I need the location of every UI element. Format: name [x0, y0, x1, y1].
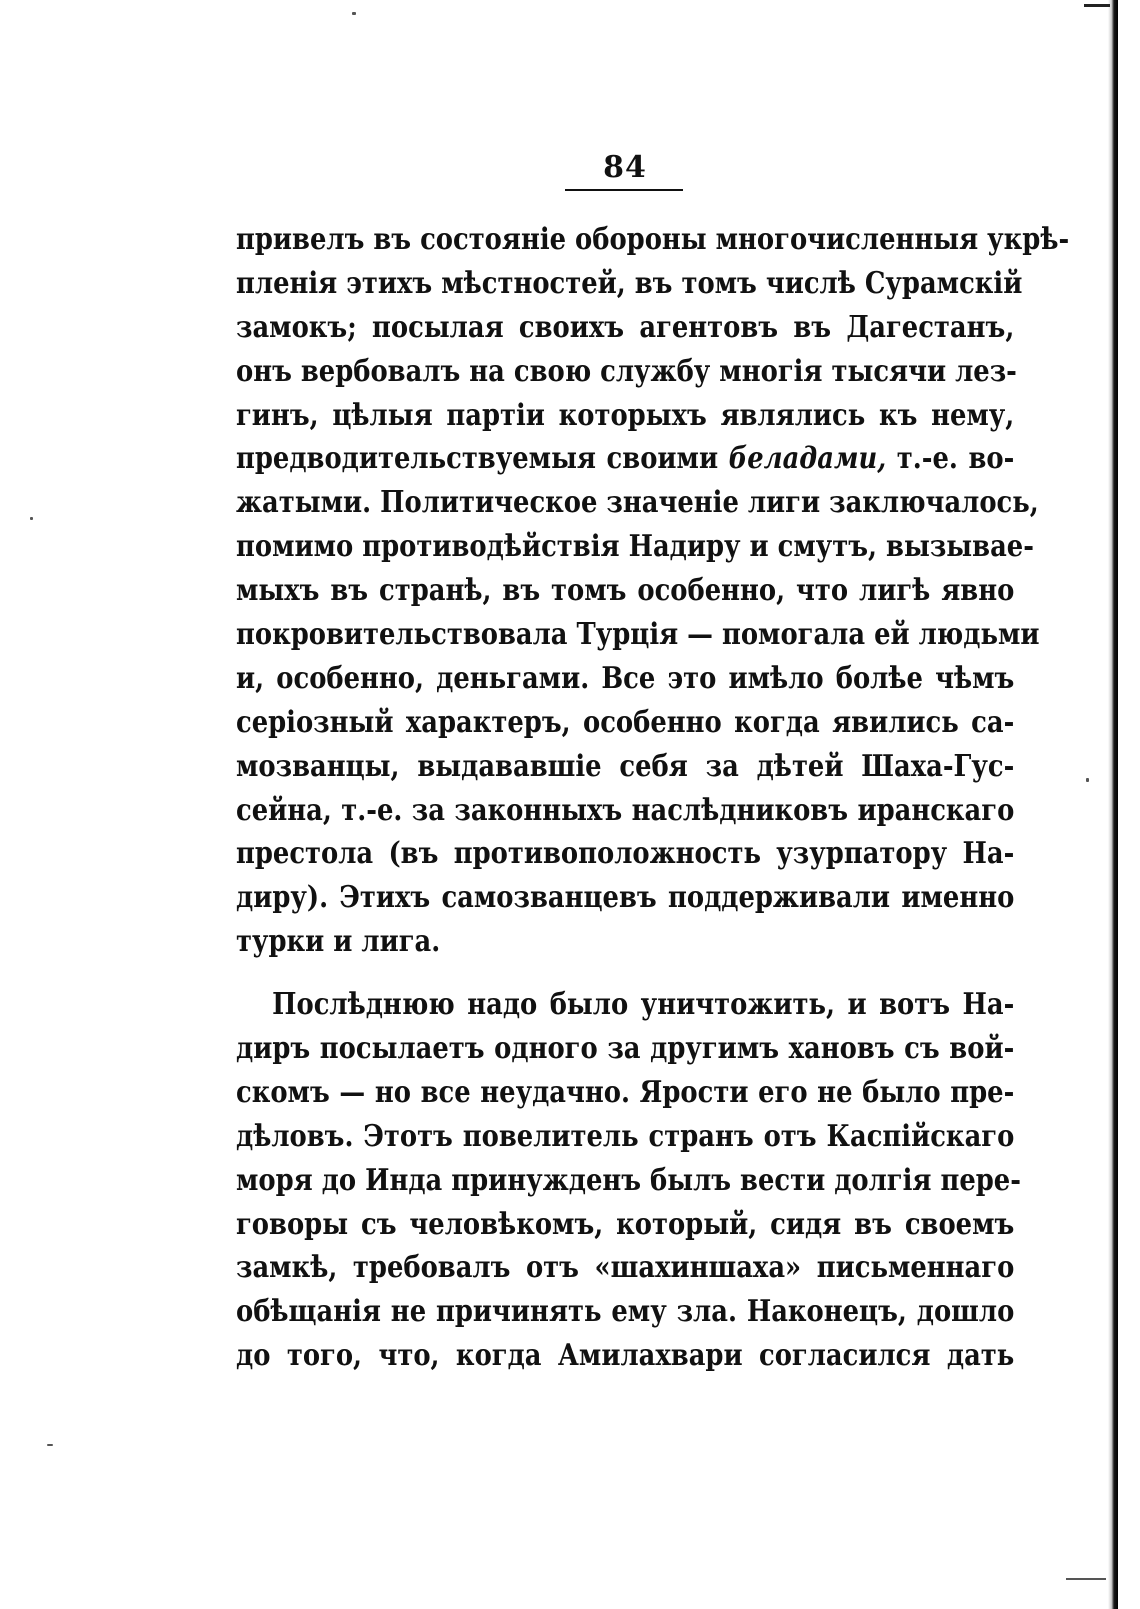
text-line: Послѣднюю надо было уничтожить, и вотъ На-: [272, 987, 1015, 1023]
text-line: помимо противодѣйствія Надиру и смутъ, вызывае-: [236, 529, 1034, 565]
text-line: привелъ въ состояніе обороны многочисленныя укрѣ-: [236, 222, 1070, 257]
text-line: замокъ; посылая своихъ агентовъ въ Дагестанъ,: [236, 309, 1015, 345]
text-run: предводительствуемыя своими: [236, 441, 729, 477]
text-line: говоры съ человѣкомъ, который, сидя въ своемъ: [236, 1206, 1015, 1242]
text-line: мозванцы, выдававшіе себя за дѣтей Шаха-Гус-: [236, 748, 1015, 784]
text-line: дѣловъ. Этотъ повелитель странъ отъ Каспійскаго: [236, 1118, 1015, 1154]
page-number-underline: [565, 189, 683, 191]
page-edge-shadow: [1108, 0, 1118, 1609]
print-speck: [47, 1444, 53, 1446]
text-line: жатыми. Политическое значеніе лиги заключалось,: [236, 485, 1039, 521]
text-line: моря до Инда принужденъ былъ вести долгія пере-: [236, 1162, 1021, 1198]
page-number: 84: [603, 150, 647, 185]
italic-term: беладами,: [728, 441, 887, 477]
print-speck: [352, 12, 356, 15]
text-line: замкѣ, требовалъ отъ «шахиншаха» письменнаго: [236, 1250, 1015, 1286]
print-speck: [1086, 778, 1089, 782]
text-line: обѣщанія не причинять ему зла. Наконецъ, дошло: [236, 1294, 1015, 1330]
edge-mark: [1066, 1578, 1106, 1580]
text-line: престола (въ противоположность узурпатору На-: [236, 836, 1015, 872]
paragraph-1: [236, 218, 1070, 964]
text-line: онъ вербовалъ на свою службу многія тысячи лез-: [236, 353, 1017, 389]
paragraph-2: [236, 983, 1021, 1378]
text-line: мыхъ въ странѣ, въ томъ особенно, что лигѣ явно: [236, 573, 1015, 609]
text-line: пленія этихъ мѣстностей, въ томъ числѣ Сурамскій: [236, 265, 1023, 301]
text-line: скомъ — но все неудачно. Ярости его не было пре-: [236, 1074, 1015, 1110]
body-text: [236, 218, 1070, 1378]
edge-mark: [1084, 4, 1110, 7]
text-line: [236, 437, 1014, 481]
text-line: диръ посылаетъ одного за другимъ хановъ съ вой-: [236, 1031, 1015, 1067]
text-line: покровительствовала Турція — помогала ей людьми: [236, 617, 1040, 653]
text-line: сейна, т.-е. за законныхъ наслѣдниковъ иранскаго: [236, 792, 1015, 828]
text-line: и, особенно, деньгами. Все это имѣло болѣе чѣмъ: [236, 660, 1015, 696]
text-line: турки и лига.: [236, 924, 441, 960]
print-speck: [30, 517, 33, 520]
text-run: т.-е. во-: [886, 441, 1015, 477]
text-line: до того, что, когда Амилахвари согласился дать: [236, 1338, 1015, 1374]
text-line: серіозный характеръ, особенно когда явились са-: [236, 704, 1015, 740]
text-line: гинъ, цѣлыя партіи которыхъ являлись къ нему,: [236, 397, 1015, 433]
text-line: диру). Этихъ самозванцевъ поддерживали именно: [236, 880, 1015, 916]
paragraph-gap: [236, 964, 1014, 983]
